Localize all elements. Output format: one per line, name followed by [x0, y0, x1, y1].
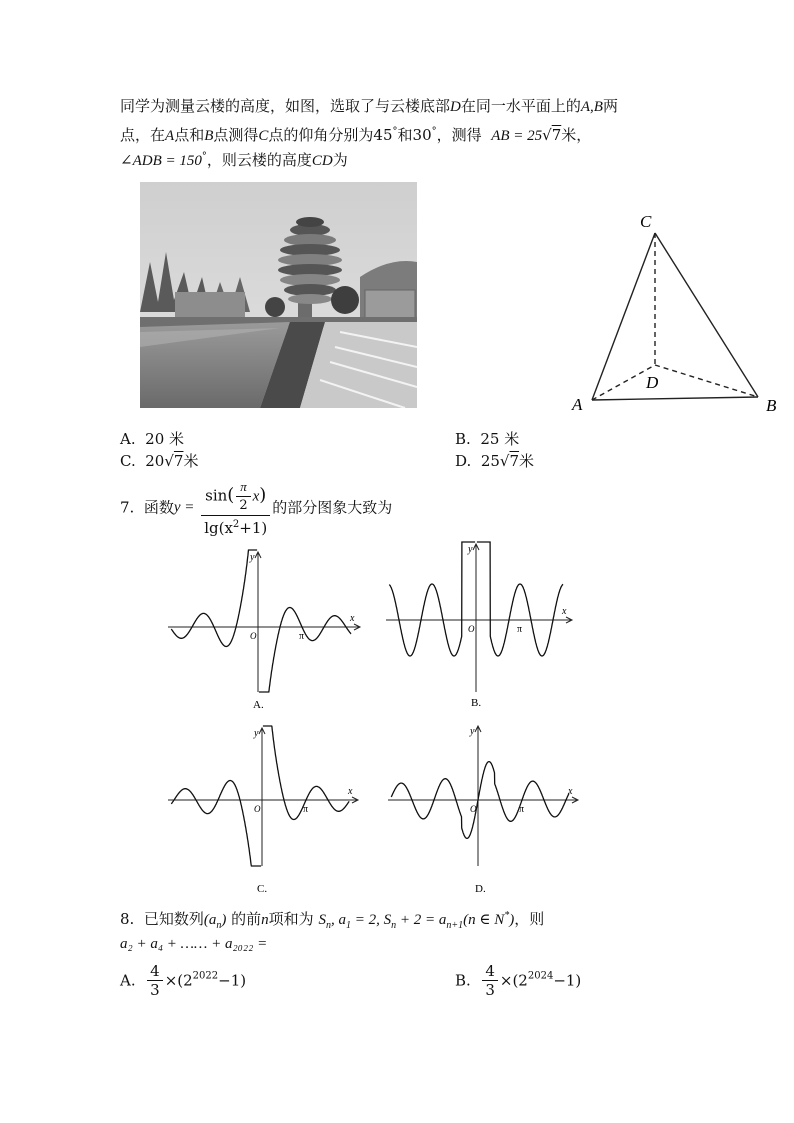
cond: )	[509, 912, 515, 928]
question-number: 8.	[120, 910, 135, 928]
two: 2	[239, 498, 248, 513]
function-fraction: sin( $\frac{\pi}{2}$ x) $\lg(x^2+1)$	[201, 478, 270, 537]
q6-text: ，测得	[436, 126, 482, 144]
q8-text: ，则	[514, 910, 545, 928]
exp: 2	[232, 519, 240, 530]
var-b: B	[204, 128, 214, 144]
option-value: 20	[145, 452, 165, 470]
den-tail: +1)	[239, 519, 268, 537]
q6-text: 同学为测量云楼的高度，如图，选取了与云楼底部	[120, 97, 451, 115]
option-letter: A.	[120, 971, 136, 990]
graph-option-d[interactable]	[388, 726, 578, 895]
graph-option-b[interactable]	[386, 542, 572, 709]
pi-label: π	[303, 804, 309, 815]
graph-caption: A.	[253, 699, 264, 711]
q7-text: 函数	[143, 498, 174, 517]
origin-label: O	[254, 804, 261, 814]
expr: ×(2	[499, 971, 528, 990]
var-d: D	[450, 99, 461, 115]
x-label: x	[350, 613, 355, 624]
frac-num: 4	[482, 962, 498, 981]
q6-text: 在同一水平面上的	[460, 97, 581, 115]
graph-option-c[interactable]	[168, 726, 358, 895]
y-eq: y =	[173, 499, 195, 516]
sub: n+1	[446, 920, 464, 931]
q8-stem	[120, 906, 544, 936]
frac-den: 3	[150, 981, 160, 999]
function-curve	[477, 542, 563, 656]
lg: lg(x	[204, 519, 233, 537]
function-curve	[259, 608, 351, 693]
q6-text: 和	[397, 126, 413, 144]
cond: = 2, S	[350, 912, 392, 928]
q8-option-b[interactable]	[455, 962, 581, 999]
q6-text: 点和	[174, 126, 205, 144]
pi-label: π	[519, 804, 525, 815]
var-c: C	[258, 128, 269, 144]
graph-caption: B.	[471, 697, 482, 709]
label-d: D	[646, 373, 659, 392]
option-c[interactable]: C. 20√7米	[120, 452, 199, 470]
graph-option-a[interactable]	[168, 550, 360, 711]
q6-text: 为	[332, 151, 348, 169]
option-unit: 米	[519, 452, 535, 470]
label-c: C	[640, 212, 652, 231]
graph-caption: D.	[475, 883, 486, 895]
angle-45: 45	[373, 126, 393, 144]
y-label: y	[468, 544, 473, 555]
sub: n	[391, 920, 397, 931]
option-d[interactable]: D. 25√7米	[455, 452, 535, 470]
option-value: 20	[145, 430, 165, 448]
question-number: 7.	[120, 498, 135, 517]
option-letter: A.	[120, 430, 136, 448]
cond: , a	[330, 912, 346, 928]
sin: sin	[205, 486, 228, 505]
sup: *	[504, 910, 510, 921]
option-letter: C.	[120, 452, 136, 470]
cond: S	[318, 912, 326, 928]
pi-label: π	[299, 631, 305, 642]
var-a: A	[165, 128, 175, 144]
x-label: x	[562, 606, 567, 617]
ab-expr: AB = 25	[491, 128, 543, 144]
exp: 2022	[192, 970, 219, 982]
angle-30: 30	[412, 126, 432, 144]
pi-label: π	[517, 624, 523, 635]
option-letter: B.	[455, 971, 471, 990]
y-label: y	[254, 728, 259, 739]
sqrt-value: 7	[509, 452, 520, 470]
x: x	[252, 488, 260, 505]
sqrt-value: 7	[173, 452, 184, 470]
q8-text: 已知数列	[143, 910, 204, 928]
function-curve	[171, 781, 261, 867]
sub: n	[216, 920, 222, 931]
function-curve	[389, 542, 475, 656]
q6-line-2: 点，在A点和B点测得C点的仰角分别为45°和30°，测得 AB = 25√7米，	[120, 126, 592, 144]
expr: −1)	[218, 971, 247, 990]
origin-label: O	[468, 624, 475, 634]
exp: 2024	[527, 970, 554, 982]
q8-text: 的前	[231, 910, 262, 928]
angle-adb: ∠ADB = 150	[120, 153, 202, 169]
frac-num: 4	[147, 962, 163, 981]
q6-text: 两	[602, 97, 618, 115]
sub: n	[325, 920, 331, 931]
option-unit: 米	[169, 430, 185, 448]
expr: −1)	[553, 971, 582, 990]
q7-text: 的部分图象大致为	[272, 498, 393, 517]
expr: ×(2	[164, 971, 193, 990]
q6-text: 点的仰角分别为	[268, 126, 374, 144]
label-a: A	[572, 395, 583, 414]
var-n: n	[261, 912, 269, 928]
sub: 1	[345, 920, 351, 931]
x-label: x	[568, 786, 573, 797]
frac-den: 3	[485, 981, 495, 999]
sqrt-value: 7	[551, 126, 562, 144]
var-cd: CD	[311, 153, 333, 169]
option-unit: 米	[183, 452, 199, 470]
q6-line-3: ∠ADB = 150°，则云楼的高度CD为	[120, 151, 348, 169]
var-ab: A,B	[580, 99, 603, 115]
option-value: 25	[480, 452, 500, 470]
q8-option-a[interactable]	[120, 962, 246, 999]
q6-text: 米，	[561, 126, 592, 144]
option-letter: D.	[455, 452, 472, 470]
label-b: B	[766, 396, 777, 415]
option-value: 25	[480, 430, 500, 448]
seq-close: )	[221, 912, 227, 928]
origin-label: O	[250, 631, 257, 641]
cond: (n ∈ N	[463, 912, 505, 928]
q8-sum-line: a₂ + a₄ + …… + a₂₀₂₂ =	[120, 936, 268, 952]
seq: (a	[203, 912, 217, 928]
cond: + 2 = a	[396, 912, 447, 928]
q6-text: ，则云楼的高度	[206, 151, 312, 169]
graph-caption: C.	[257, 883, 268, 895]
y-label: y	[250, 552, 255, 563]
q6-text: 点测得	[213, 126, 259, 144]
q8-text: 项和为	[268, 910, 314, 928]
option-unit: 米	[504, 430, 520, 448]
origin-label: O	[470, 804, 477, 814]
y-label: y	[470, 726, 475, 737]
option-letter: B.	[455, 430, 471, 448]
x-label: x	[348, 786, 353, 797]
pi: π	[236, 478, 250, 497]
q6-text: 点，在	[120, 126, 166, 144]
function-curve	[171, 550, 257, 647]
